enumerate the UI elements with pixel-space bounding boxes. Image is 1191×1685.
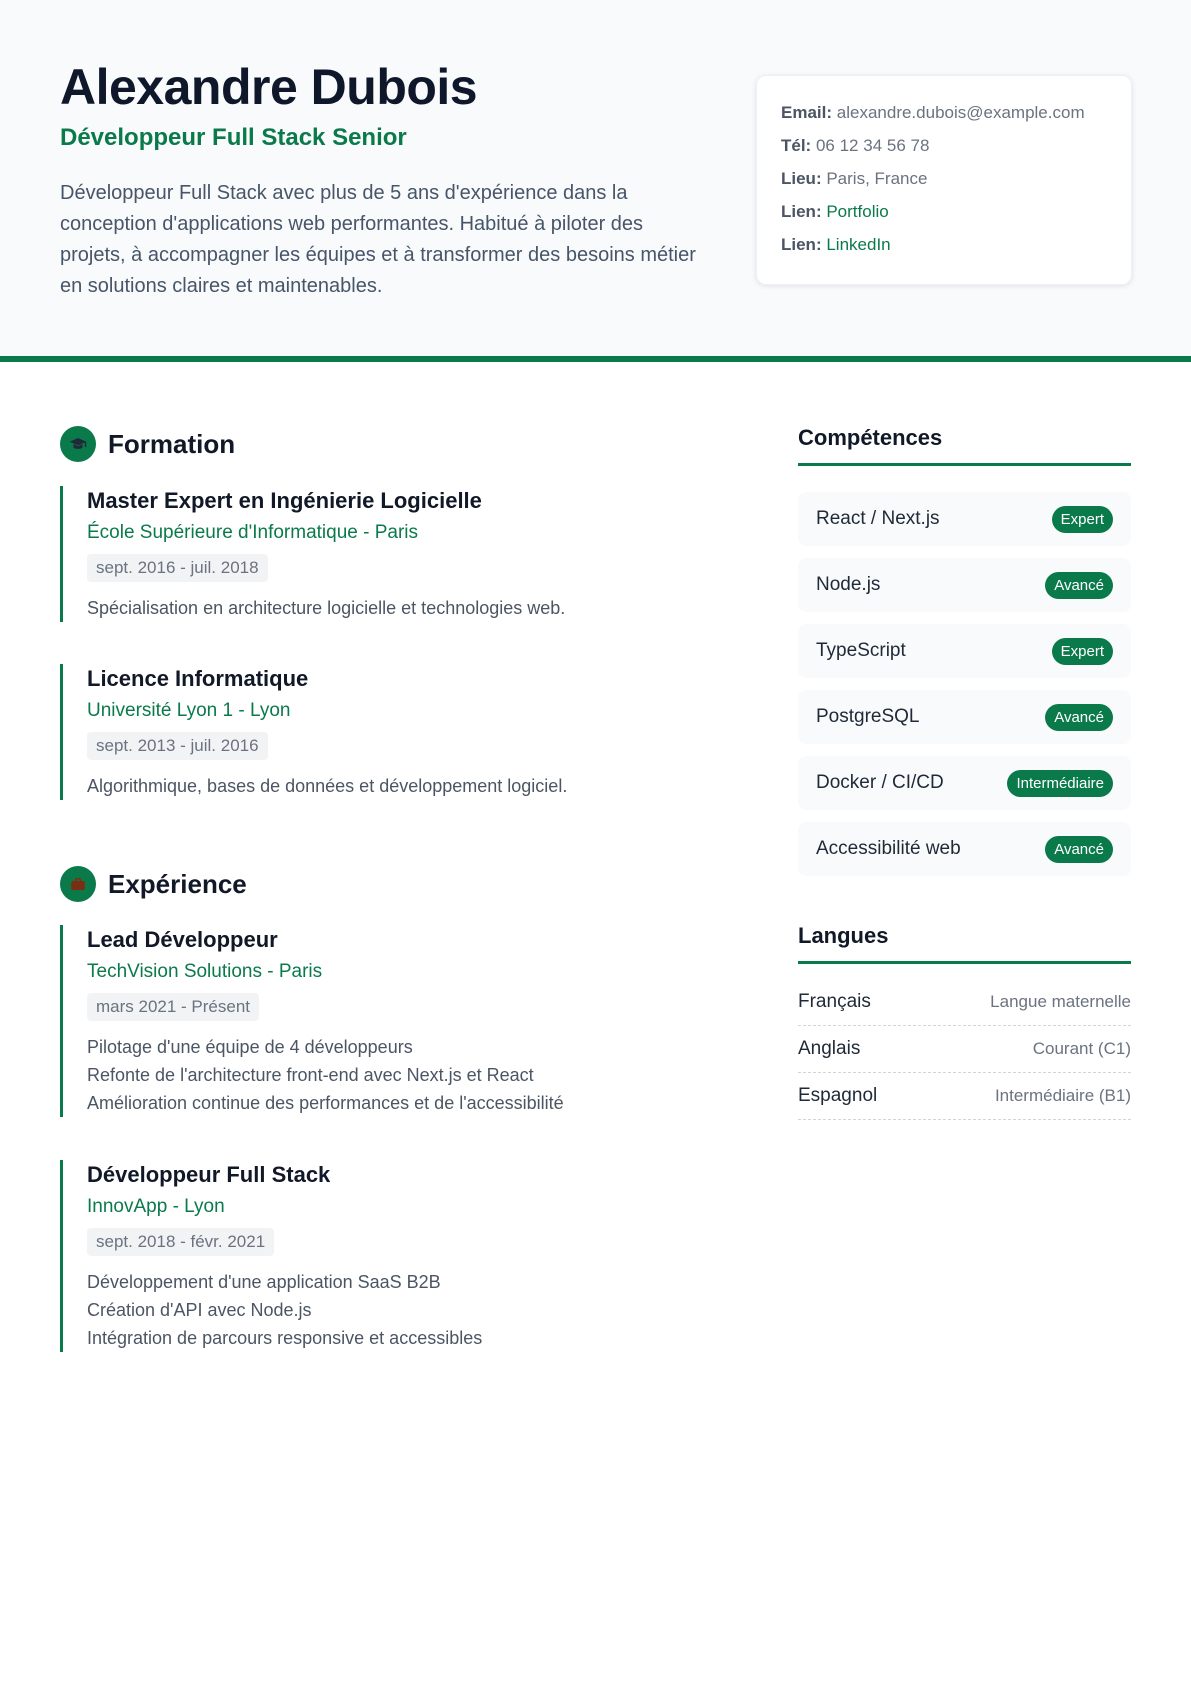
skill-item — [798, 822, 1131, 876]
contact-linkedin-label: Lien: — [781, 235, 822, 254]
experience-entry — [60, 925, 700, 1117]
skill-name: Docker / CI/CD — [816, 772, 944, 793]
formation-entry — [60, 664, 700, 800]
skill-level-badge: Expert — [1052, 506, 1113, 533]
entry-organization: Université Lyon 1 - Lyon — [87, 700, 291, 721]
briefcase-icon — [60, 866, 96, 902]
formation-entry — [60, 486, 700, 622]
language-name: Anglais — [798, 1038, 861, 1059]
skill-item — [798, 624, 1131, 678]
contact-portfolio — [781, 199, 1107, 232]
entry-bullet: Intégration de parcours responsive et accessibles — [87, 1328, 483, 1348]
entry-bullet: Pilotage d'une équipe de 4 développeurs — [87, 1037, 413, 1057]
skills-title: Compétences — [798, 425, 1131, 466]
contact-phone — [781, 133, 1107, 166]
skill-item — [798, 558, 1131, 612]
experience-entry — [60, 1160, 700, 1352]
contact-linkedin — [781, 232, 1107, 265]
language-level: Intermédiaire (B1) — [994, 1086, 1131, 1105]
entry-bullet: Amélioration continue des performances et de l'accessibilité — [87, 1093, 564, 1113]
language-item — [798, 979, 1131, 1026]
contact-card — [756, 75, 1132, 285]
language-item — [798, 1073, 1131, 1120]
skill-level-badge: Expert — [1052, 638, 1113, 665]
language-level: Langue maternelle — [990, 992, 1131, 1011]
contact-email — [781, 100, 1107, 133]
skill-item — [798, 690, 1131, 744]
contact-portfolio-label: Lien: — [781, 202, 822, 221]
entry-date: sept. 2016 - juil. 2018 — [87, 554, 268, 582]
skill-item — [798, 756, 1131, 810]
contact-location — [781, 166, 1107, 199]
contact-email-value[interactable]: alexandre.dubois@example.com — [836, 103, 1085, 122]
entry-bullet: Développement d'une application SaaS B2B — [87, 1272, 441, 1292]
language-name: Français — [798, 991, 871, 1012]
entry-title: Licence Informatique — [87, 666, 309, 691]
contact-location-label: Lieu: — [781, 169, 822, 188]
skill-name: PostgreSQL — [816, 706, 920, 727]
candidate-summary: Développeur Full Stack avec plus de 5 ans d'expérience dans la conception d'applications web performantes. Habitué à piloter des projets, à accompagner les équipes et à transformer des besoins métier en solutions claires et maintenables. — [60, 182, 696, 297]
formation-title: Formation — [108, 428, 236, 459]
contact-phone-label: Tél: — [781, 136, 812, 155]
languages-title: Langues — [798, 923, 1131, 964]
entry-bullet: Création d'API avec Node.js — [87, 1300, 312, 1320]
entry-date: sept. 2018 - févr. 2021 — [87, 1228, 274, 1256]
entry-organization: TechVision Solutions - Paris — [87, 961, 323, 982]
formation-section-header — [60, 426, 235, 462]
skill-level-badge: Avancé — [1045, 572, 1113, 599]
portfolio-link[interactable]: Portfolio — [826, 202, 889, 221]
language-level: Courant (C1) — [1032, 1039, 1131, 1058]
experience-section-header — [60, 866, 247, 902]
candidate-role: Développeur Full Stack Senior — [60, 124, 407, 151]
entry-title: Lead Développeur — [87, 927, 278, 952]
skill-level-badge: Avancé — [1045, 836, 1113, 863]
entry-description: Spécialisation en architecture logicielle et technologies web. — [87, 598, 566, 618]
resume-header — [0, 0, 1191, 362]
entry-bullet: Refonte de l'architecture front-end avec Next.js et React — [87, 1065, 534, 1085]
language-item — [798, 1026, 1131, 1073]
linkedin-link[interactable]: LinkedIn — [826, 235, 891, 254]
entry-date: mars 2021 - Présent — [87, 993, 259, 1021]
entry-date: sept. 2013 - juil. 2016 — [87, 732, 268, 760]
skill-name: Node.js — [816, 574, 881, 595]
experience-title: Expérience — [108, 868, 247, 899]
skill-name: Accessibilité web — [816, 838, 961, 859]
skill-item — [798, 492, 1131, 546]
entry-description — [87, 1033, 700, 1117]
entry-description: Algorithmique, bases de données et développement logiciel. — [87, 776, 568, 796]
graduation-cap-icon — [60, 426, 96, 462]
language-name: Espagnol — [798, 1085, 878, 1106]
skill-name: React / Next.js — [816, 508, 940, 529]
entry-title: Master Expert en Ingénierie Logicielle — [87, 488, 482, 513]
skill-name: TypeScript — [816, 640, 906, 661]
entry-description — [87, 1268, 700, 1352]
entry-organization: École Supérieure d'Informatique - Paris — [87, 522, 419, 543]
entry-title: Développeur Full Stack — [87, 1162, 331, 1187]
skill-level-badge: Intermédiaire — [1007, 770, 1113, 797]
contact-location-value: Paris, France — [826, 169, 928, 188]
contact-phone-value: 06 12 34 56 78 — [815, 136, 930, 155]
contact-email-label: Email: — [781, 103, 833, 122]
skill-level-badge: Avancé — [1045, 704, 1113, 731]
entry-organization: InnovApp - Lyon — [87, 1196, 225, 1217]
candidate-name: Alexandre Dubois — [60, 59, 478, 115]
